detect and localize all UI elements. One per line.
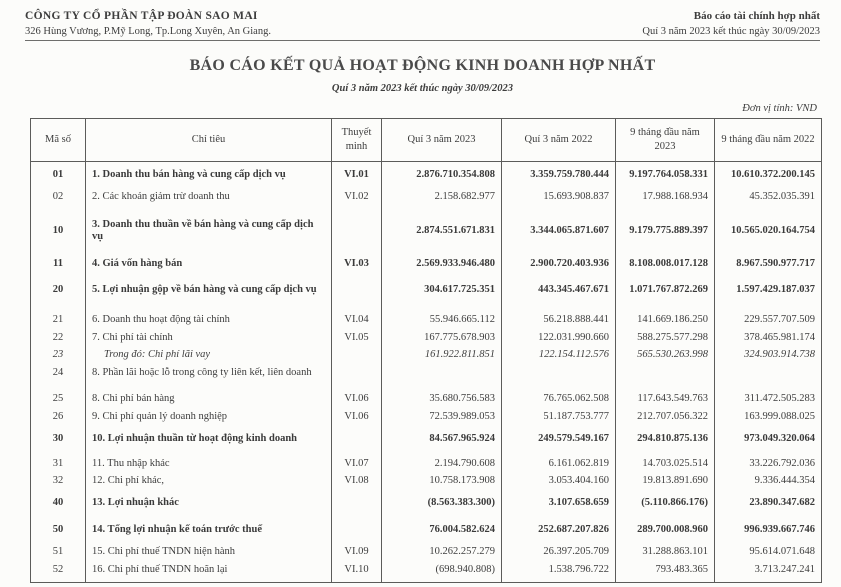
company-name: CÔNG TY CỔ PHẦN TẬP ĐOÀN SAO MAI — [25, 10, 258, 22]
value-9m-2022: 8.967.590.977.717 — [715, 251, 822, 278]
value-q3-2022: 3.359.759.780.444 — [502, 162, 616, 189]
statement-row — [31, 277, 822, 304]
row-note — [332, 212, 382, 251]
value-9m-2023: 1.071.767.872.269 — [616, 277, 715, 304]
row-note: VI.03 — [332, 251, 382, 278]
value-q3-2022: 15.693.908.837 — [502, 189, 616, 212]
company-address: 326 Hùng Vương, P.Mỹ Long, Tp.Long Xuyên, An Giang. — [25, 26, 271, 37]
row-code: 01 — [31, 162, 86, 189]
value-9m-2023: 14.703.025.514 — [616, 453, 715, 473]
row-code: 20 — [31, 277, 86, 304]
row-code: 24 — [31, 364, 86, 386]
value-q3-2023: 2.569.933.946.480 — [382, 251, 502, 278]
value-9m-2023: 289.700.008.960 — [616, 517, 715, 544]
value-q3-2022: 122.031.990.660 — [502, 329, 616, 347]
report-period: Quí 3 năm 2023 kết thúc ngày 30/09/2023 — [642, 26, 820, 37]
page-title: BÁO CÁO KẾT QUẢ HOẠT ĐỘNG KINH DOANH HỢP NHẤT — [189, 57, 656, 74]
value-9m-2022: 23.890.347.682 — [715, 490, 822, 517]
row-label: 12. Chi phí khác, — [86, 473, 332, 491]
statement-row — [31, 189, 822, 212]
value-q3-2023: (8.563.383.300) — [382, 490, 502, 517]
col-header-9m-2022: 9 tháng đầu năm 2022 — [715, 119, 822, 162]
statement-row — [31, 347, 822, 365]
statement-row — [31, 517, 822, 544]
value-9m-2023: 9.179.775.889.397 — [616, 212, 715, 251]
row-label: 13. Lợi nhuận khác — [86, 490, 332, 517]
income-statement-table — [30, 118, 822, 583]
row-code: 52 — [31, 561, 86, 583]
row-label: 1. Doanh thu bán hàng và cung cấp dịch vụ — [86, 162, 332, 189]
statement-row — [31, 561, 822, 583]
statement-row — [31, 329, 822, 347]
value-q3-2022: 443.345.467.671 — [502, 277, 616, 304]
value-9m-2022 — [715, 364, 822, 386]
row-code: 21 — [31, 304, 86, 329]
value-q3-2022: 249.579.549.167 — [502, 426, 616, 453]
value-9m-2023: 8.108.008.017.128 — [616, 251, 715, 278]
value-9m-2023: 17.988.168.934 — [616, 189, 715, 212]
value-9m-2022: 311.472.505.283 — [715, 386, 822, 408]
row-label: 16. Chi phí thuế TNDN hoãn lại — [86, 561, 332, 583]
value-q3-2023: 161.922.811.851 — [382, 347, 502, 365]
value-9m-2022: 1.597.429.187.037 — [715, 277, 822, 304]
row-code: 22 — [31, 329, 86, 347]
value-9m-2022: 229.557.707.509 — [715, 304, 822, 329]
value-9m-2023: 793.483.365 — [616, 561, 715, 583]
value-q3-2022: 3.107.658.659 — [502, 490, 616, 517]
value-9m-2022: 10.565.020.164.754 — [715, 212, 822, 251]
row-label: 2. Các khoản giảm trừ doanh thu — [86, 189, 332, 212]
row-note: VI.04 — [332, 304, 382, 329]
value-q3-2022: 26.397.205.709 — [502, 544, 616, 562]
row-code: 50 — [31, 517, 86, 544]
value-q3-2023: 72.539.989.053 — [382, 409, 502, 427]
row-note — [332, 347, 382, 365]
row-label: 6. Doanh thu hoạt động tài chính — [86, 304, 332, 329]
value-9m-2023: 9.197.764.058.331 — [616, 162, 715, 189]
col-header-note: Thuyết minh — [332, 119, 382, 162]
value-q3-2023: 10.262.257.279 — [382, 544, 502, 562]
value-q3-2023: 2.194.790.608 — [382, 453, 502, 473]
value-9m-2022: 45.352.035.391 — [715, 189, 822, 212]
value-q3-2023: 10.758.173.908 — [382, 473, 502, 491]
value-9m-2023: 294.810.875.136 — [616, 426, 715, 453]
row-code: 31 — [31, 453, 86, 473]
statement-row — [31, 409, 822, 427]
value-9m-2023: 212.707.056.322 — [616, 409, 715, 427]
row-note: VI.06 — [332, 386, 382, 408]
value-q3-2023: (698.940.808) — [382, 561, 502, 583]
value-q3-2022: 51.187.753.777 — [502, 409, 616, 427]
report-type: Báo cáo tài chính hợp nhất — [693, 10, 820, 22]
value-9m-2022: 9.336.444.354 — [715, 473, 822, 491]
statement-row — [31, 453, 822, 473]
value-9m-2023: 31.288.863.101 — [616, 544, 715, 562]
row-note: VI.05 — [332, 329, 382, 347]
value-q3-2023: 55.946.665.112 — [382, 304, 502, 329]
row-label: 3. Doanh thu thuần về bán hàng và cung cấp dịch vụ — [86, 212, 332, 251]
row-code: 10 — [31, 212, 86, 251]
row-note: VI.02 — [332, 189, 382, 212]
col-header-code: Mã số — [31, 119, 86, 162]
row-label: 5. Lợi nhuận gộp về bán hàng và cung cấp dịch vụ — [86, 277, 332, 304]
company-block — [25, 10, 271, 37]
value-q3-2022: 3.344.065.871.607 — [502, 212, 616, 251]
value-q3-2022: 6.161.062.819 — [502, 453, 616, 473]
statement-row — [31, 162, 822, 189]
value-q3-2022: 122.154.112.576 — [502, 347, 616, 365]
row-note — [332, 517, 382, 544]
value-9m-2022: 996.939.667.746 — [715, 517, 822, 544]
currency-unit-note: Đơn vị tính: VND — [742, 103, 817, 114]
row-code: 23 — [31, 347, 86, 365]
value-q3-2022 — [502, 364, 616, 386]
row-code: 02 — [31, 189, 86, 212]
col-header-item: Chỉ tiêu — [86, 119, 332, 162]
document-header — [25, 10, 820, 37]
row-label: 4. Giá vốn hàng bán — [86, 251, 332, 278]
row-code: 30 — [31, 426, 86, 453]
row-note: VI.07 — [332, 453, 382, 473]
row-label: Trong đó: Chi phí lãi vay — [86, 347, 332, 365]
value-9m-2023: 19.813.891.690 — [616, 473, 715, 491]
row-note — [332, 277, 382, 304]
value-9m-2023: (5.110.866.176) — [616, 490, 715, 517]
statement-row — [31, 473, 822, 491]
value-q3-2022: 56.218.888.441 — [502, 304, 616, 329]
row-label: 10. Lợi nhuận thuần từ hoạt động kinh doanh — [86, 426, 332, 453]
row-note: VI.08 — [332, 473, 382, 491]
row-code: 40 — [31, 490, 86, 517]
value-9m-2022: 378.465.981.174 — [715, 329, 822, 347]
value-q3-2022: 1.538.796.722 — [502, 561, 616, 583]
value-q3-2023: 304.617.725.351 — [382, 277, 502, 304]
value-q3-2023: 2.876.710.354.808 — [382, 162, 502, 189]
statement-row — [31, 304, 822, 329]
value-q3-2023 — [382, 364, 502, 386]
row-label: 14. Tổng lợi nhuận kế toán trước thuế — [86, 517, 332, 544]
value-9m-2022: 163.999.088.025 — [715, 409, 822, 427]
col-header-q3-2022: Quí 3 năm 2022 — [502, 119, 616, 162]
row-note — [332, 364, 382, 386]
col-header-q3-2023: Quí 3 năm 2023 — [382, 119, 502, 162]
value-9m-2022: 324.903.914.738 — [715, 347, 822, 365]
statement-row — [31, 544, 822, 562]
value-9m-2023: 588.275.577.298 — [616, 329, 715, 347]
value-q3-2023: 84.567.965.924 — [382, 426, 502, 453]
row-code: 51 — [31, 544, 86, 562]
row-label: 15. Chi phí thuế TNDN hiện hành — [86, 544, 332, 562]
value-q3-2022: 3.053.404.160 — [502, 473, 616, 491]
value-9m-2023: 117.643.549.763 — [616, 386, 715, 408]
statement-row — [31, 490, 822, 517]
header-divider — [25, 40, 820, 41]
value-9m-2023 — [616, 364, 715, 386]
statement-row — [31, 386, 822, 408]
value-9m-2023: 141.669.186.250 — [616, 304, 715, 329]
statement-row — [31, 251, 822, 278]
value-9m-2022: 973.049.320.064 — [715, 426, 822, 453]
value-9m-2022: 95.614.071.648 — [715, 544, 822, 562]
row-label: 7. Chi phí tài chính — [86, 329, 332, 347]
report-meta-block — [642, 10, 820, 37]
row-code: 32 — [31, 473, 86, 491]
value-q3-2023: 2.158.682.977 — [382, 189, 502, 212]
statement-row — [31, 364, 822, 386]
row-note — [332, 426, 382, 453]
row-note: VI.10 — [332, 561, 382, 583]
col-header-9m-2023: 9 tháng đầu năm 2023 — [616, 119, 715, 162]
value-q3-2022: 2.900.720.403.936 — [502, 251, 616, 278]
value-q3-2023: 2.874.551.671.831 — [382, 212, 502, 251]
row-note — [332, 490, 382, 517]
row-note: VI.06 — [332, 409, 382, 427]
row-note: VI.01 — [332, 162, 382, 189]
row-note: VI.09 — [332, 544, 382, 562]
value-q3-2023: 76.004.582.624 — [382, 517, 502, 544]
value-9m-2023: 565.530.263.998 — [616, 347, 715, 365]
page-subtitle: Quí 3 năm 2023 kết thúc ngày 30/09/2023 — [331, 83, 514, 94]
row-label: 11. Thu nhập khác — [86, 453, 332, 473]
row-label: 9. Chi phí quản lý doanh nghiệp — [86, 409, 332, 427]
value-q3-2022: 76.765.062.508 — [502, 386, 616, 408]
table-header-row — [31, 119, 822, 162]
row-label: 8. Phần lãi hoặc lỗ trong công ty liên kết, liên doanh — [86, 364, 332, 386]
row-code: 26 — [31, 409, 86, 427]
value-9m-2022: 10.610.372.200.145 — [715, 162, 822, 189]
value-q3-2023: 35.680.756.583 — [382, 386, 502, 408]
row-code: 11 — [31, 251, 86, 278]
statement-row — [31, 426, 822, 453]
row-code: 25 — [31, 386, 86, 408]
row-label: 8. Chi phí bán hàng — [86, 386, 332, 408]
value-9m-2022: 3.713.247.241 — [715, 561, 822, 583]
value-9m-2022: 33.226.792.036 — [715, 453, 822, 473]
statement-row — [31, 212, 822, 251]
value-q3-2023: 167.775.678.903 — [382, 329, 502, 347]
value-q3-2022: 252.687.207.826 — [502, 517, 616, 544]
